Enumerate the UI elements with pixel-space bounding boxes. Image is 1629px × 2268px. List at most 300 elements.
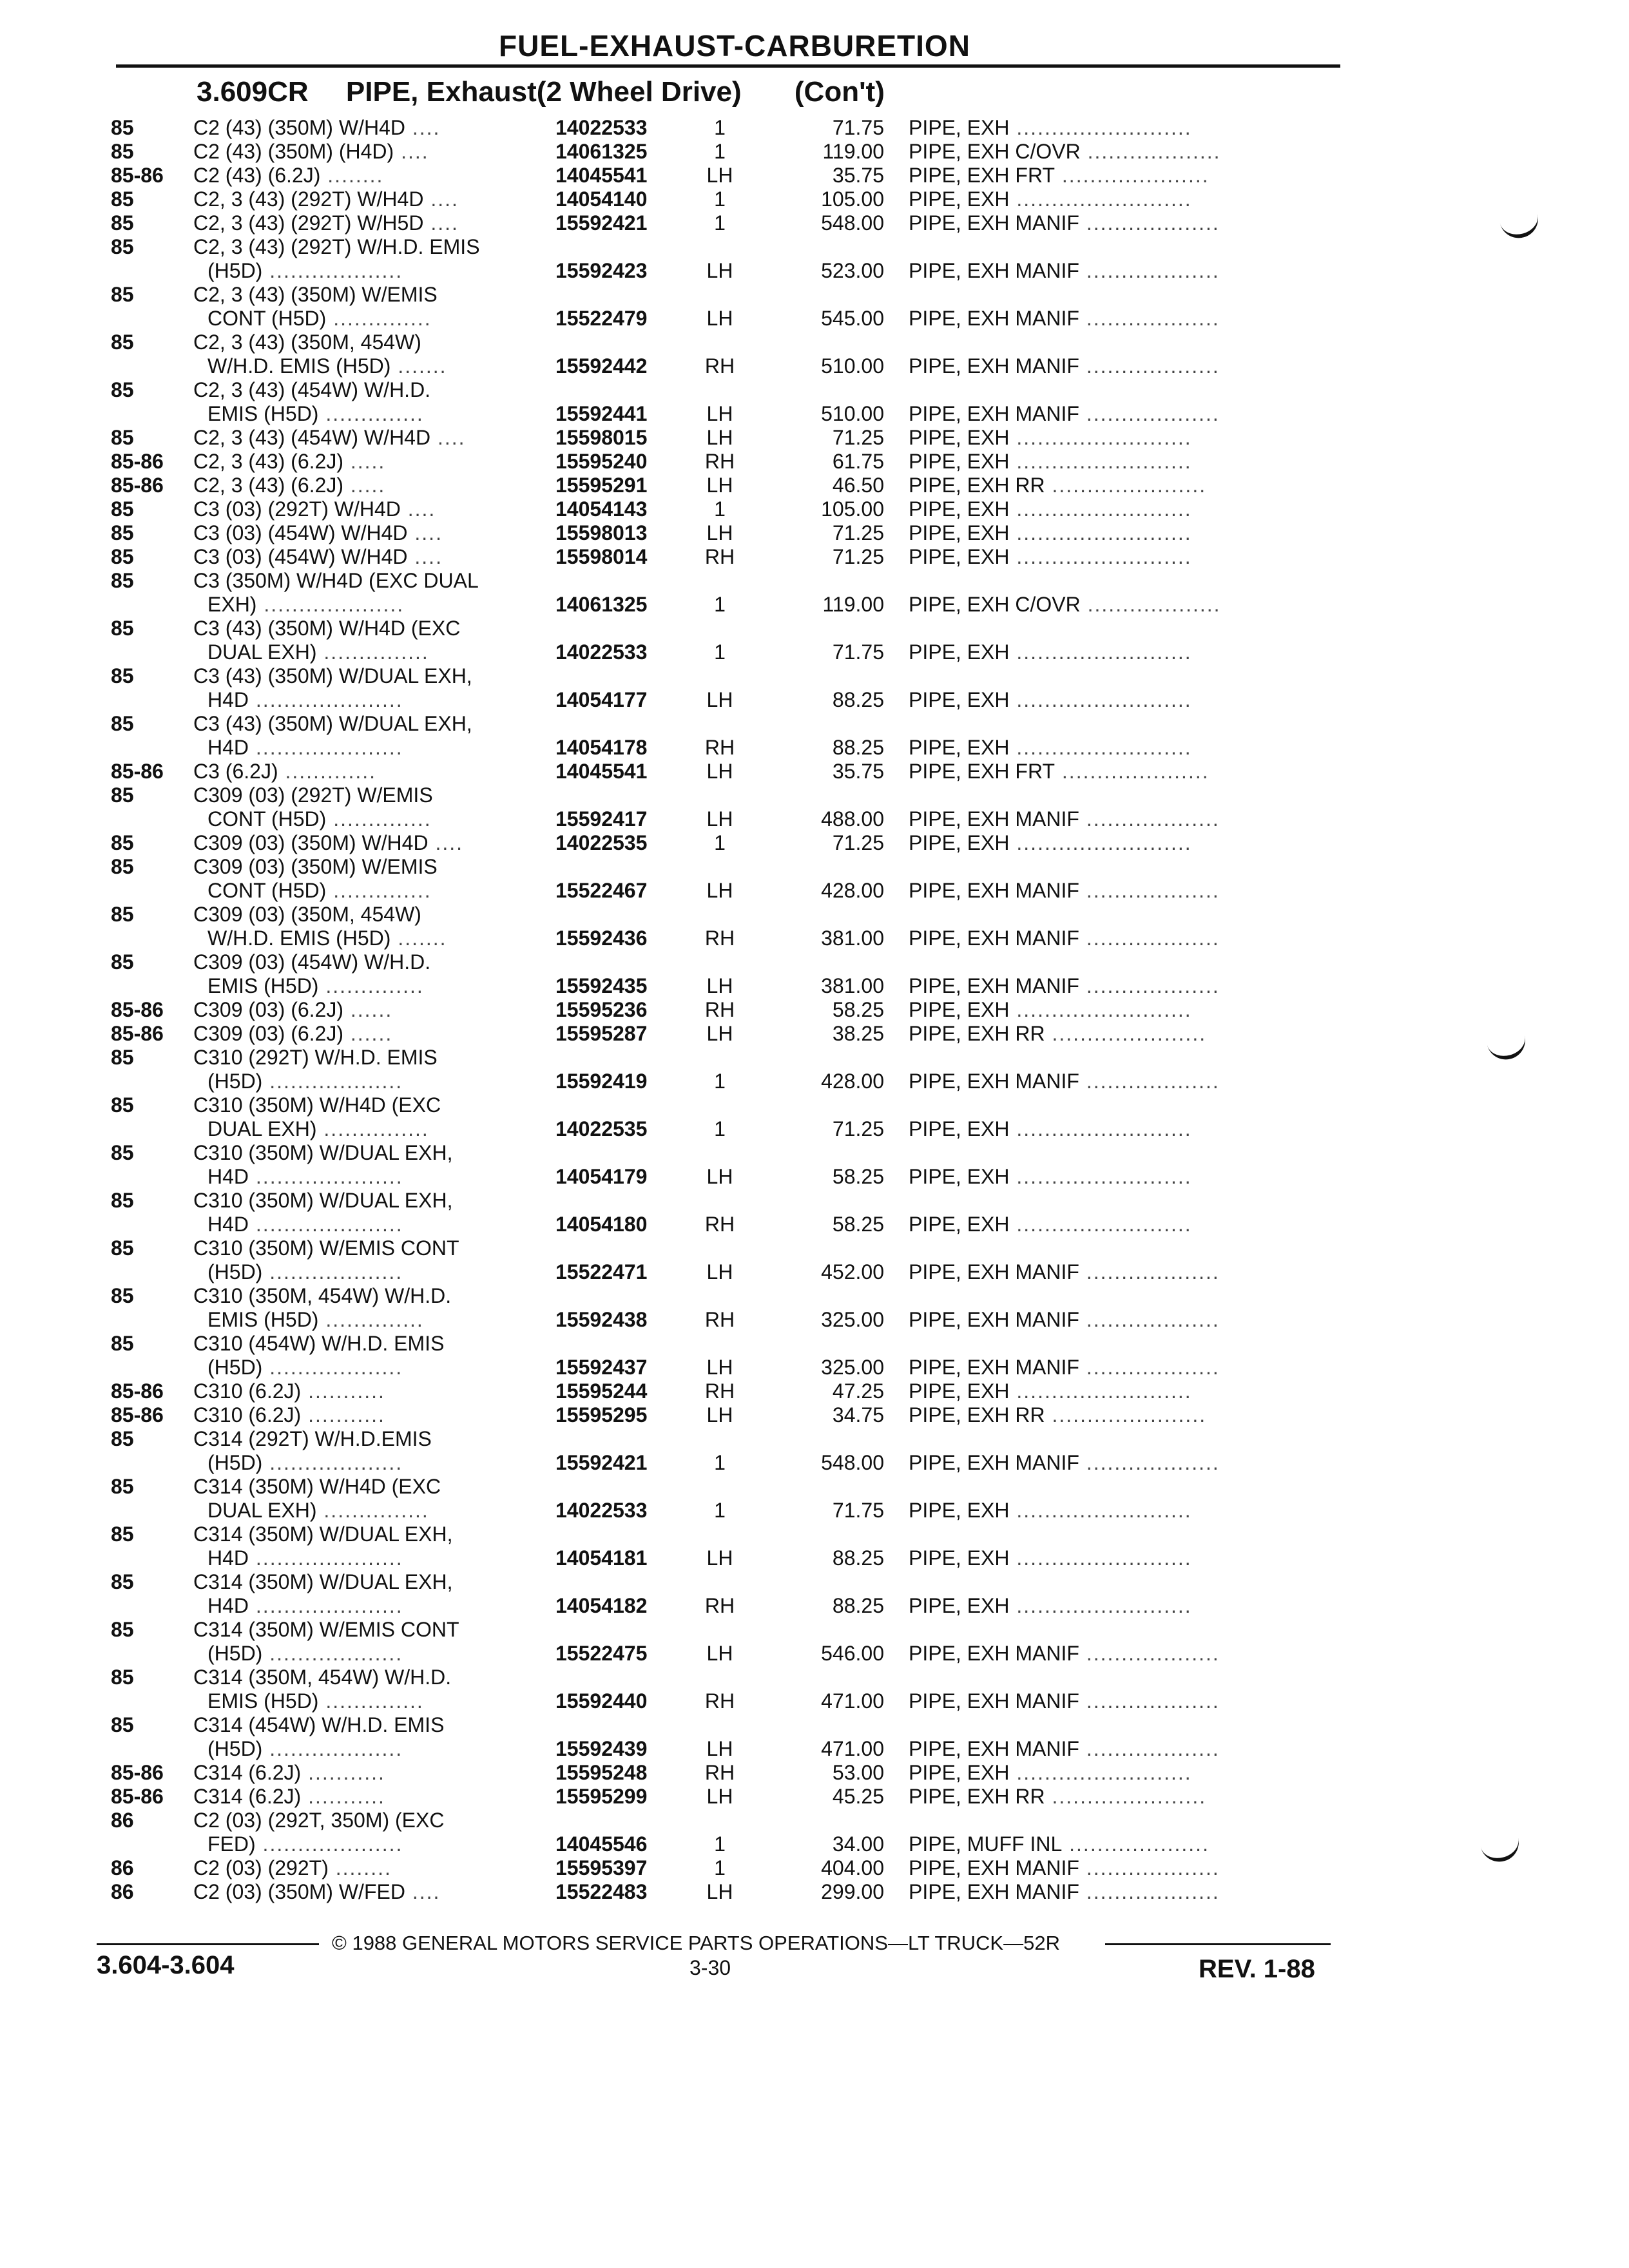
model-year: 85-86 [111, 1379, 164, 1403]
leader-dots: ................... [1079, 974, 1220, 997]
quantity: LH [706, 1785, 733, 1808]
model-year: 85-86 [111, 164, 164, 187]
section-number: 3.609CR [197, 76, 309, 108]
table-row [111, 1523, 1335, 1570]
table-row [111, 521, 1335, 545]
leader-dots: ................... [1079, 1451, 1220, 1474]
part-number: 15592417 [555, 807, 648, 831]
part-name: PIPE, EXH MANIF ................... [909, 1260, 1220, 1283]
leader-dots: ................... [262, 1642, 403, 1665]
table-row [111, 164, 1335, 187]
description-line: C3 (6.2J) ............. [193, 760, 377, 783]
part-name: PIPE, EXH ......................... [909, 640, 1192, 664]
description-line: H4D ..................... [207, 688, 403, 711]
quantity: LH [706, 1022, 733, 1045]
part-name: PIPE, EXH RR ...................... [909, 474, 1207, 497]
quantity: RH [704, 545, 735, 568]
model-year: 85 [111, 617, 134, 640]
table-row [111, 187, 1335, 211]
leader-dots: ......................... [1009, 1499, 1192, 1522]
part-number: 14054140 [555, 187, 648, 211]
price: 546.00 [821, 1642, 884, 1665]
part-name: PIPE, EXH ......................... [909, 187, 1192, 211]
leader-dots: ................... [1080, 593, 1221, 616]
description-line: C2 (43) (6.2J) ........ [193, 164, 384, 187]
leader-dots: ..... [343, 474, 386, 497]
model-year: 85 [111, 187, 134, 211]
price: 510.00 [821, 402, 884, 425]
price: 325.00 [821, 1356, 884, 1379]
part-name: PIPE, EXH ......................... [909, 116, 1192, 139]
model-year: 85 [111, 211, 134, 235]
description-line: C2, 3 (43) (6.2J) ..... [193, 474, 386, 497]
leader-dots: ................... [262, 1737, 403, 1760]
description-line: (H5D) ................... [207, 1737, 403, 1760]
table-row [111, 664, 1335, 712]
model-year: 85 [111, 1189, 134, 1212]
part-name: PIPE, EXH MANIF ................... [909, 807, 1220, 831]
leader-dots: ................... [1079, 1642, 1220, 1665]
description-line: C310 (350M) W/EMIS CONT [193, 1236, 459, 1260]
price: 38.25 [832, 1022, 884, 1045]
leader-dots: ..................... [1055, 760, 1210, 783]
leader-dots: .............. [318, 974, 424, 997]
table-row [111, 378, 1335, 426]
part-number: 15522467 [555, 879, 648, 902]
description-line: CONT (H5D) .............. [207, 879, 432, 902]
description-line: C2 (43) (350M) W/H4D .... [193, 116, 441, 139]
table-row [111, 1666, 1335, 1713]
part-number: 15592440 [555, 1689, 648, 1713]
description-line: C2, 3 (43) (292T) W/H4D .... [193, 187, 459, 211]
parts-list [111, 116, 1335, 1904]
description-line: C3 (03) (454W) W/H4D .... [193, 521, 443, 544]
description-line: C3 (43) (350M) W/DUAL EXH, [193, 664, 472, 687]
part-name: PIPE, EXH ......................... [909, 1379, 1192, 1403]
leader-dots: ................... [1079, 211, 1220, 235]
table-row [111, 211, 1335, 235]
table-row [111, 474, 1335, 497]
description-line: C314 (6.2J) ........... [193, 1761, 385, 1784]
description-line: EXH) .................... [207, 593, 405, 616]
price: 88.25 [832, 1594, 884, 1617]
model-year: 85-86 [111, 474, 164, 497]
price: 510.00 [821, 354, 884, 378]
part-number: 14045541 [555, 760, 648, 783]
quantity: RH [704, 354, 735, 378]
leader-dots: ......................... [1009, 688, 1192, 711]
quantity: RH [704, 1594, 735, 1617]
description-line: C309 (03) (454W) W/H.D. [193, 950, 431, 974]
leader-dots: ................... [1079, 1260, 1220, 1283]
part-name: PIPE, EXH ......................... [909, 998, 1192, 1021]
leader-dots: .... [423, 187, 459, 211]
price: 548.00 [821, 1451, 884, 1474]
part-name: PIPE, EXH ......................... [909, 1761, 1192, 1784]
model-year: 86 [111, 1856, 134, 1879]
description-line: C2, 3 (43) (6.2J) ..... [193, 450, 386, 473]
quantity: LH [706, 1165, 733, 1188]
part-number: 15595295 [555, 1403, 648, 1427]
part-number: 14054180 [555, 1213, 648, 1236]
quantity: 1 [714, 1856, 726, 1879]
part-number: 15592441 [555, 402, 648, 425]
leader-dots: ......................... [1009, 1165, 1192, 1188]
description-line: C310 (350M, 454W) W/H.D. [193, 1284, 452, 1307]
leader-dots: ................... [1079, 1308, 1220, 1331]
description-line: C3 (350M) W/H4D (EXC DUAL [193, 569, 479, 592]
model-year: 85 [111, 1141, 134, 1164]
quantity: LH [706, 426, 733, 449]
leader-dots: ........ [320, 164, 384, 187]
price: 119.00 [822, 140, 884, 163]
part-name: PIPE, EXH ......................... [909, 688, 1192, 711]
description-line: C2, 3 (43) (454W) W/H4D .... [193, 426, 466, 449]
table-row [111, 569, 1335, 617]
leader-dots: .................... [256, 593, 405, 616]
leader-dots: .............. [326, 807, 432, 831]
price: 325.00 [821, 1308, 884, 1331]
part-number: 14022535 [555, 1117, 648, 1140]
price: 488.00 [821, 807, 884, 831]
part-number: 15595397 [555, 1856, 648, 1879]
description-line: C309 (03) (292T) W/EMIS [193, 783, 433, 807]
part-number: 15592438 [555, 1308, 648, 1331]
table-row [111, 1403, 1335, 1427]
part-number: 14054143 [555, 497, 648, 521]
leader-dots: ......................... [1009, 1546, 1192, 1570]
leader-dots: ................... [1079, 927, 1220, 950]
table-row [111, 1236, 1335, 1284]
table-row [111, 1379, 1335, 1403]
description-line: C2, 3 (43) (454W) W/H.D. [193, 378, 431, 401]
leader-dots: ..................... [249, 1165, 403, 1188]
section-continued: (Con't) [794, 76, 885, 108]
leader-dots: ......................... [1009, 450, 1192, 473]
table-row [111, 903, 1335, 950]
part-name: PIPE, EXH MANIF ................... [909, 1356, 1220, 1379]
leader-dots: .... [407, 521, 443, 544]
table-row [111, 712, 1335, 760]
model-year: 85 [111, 1523, 134, 1546]
table-row [111, 140, 1335, 164]
part-number: 15595299 [555, 1785, 648, 1808]
model-year: 85 [111, 950, 134, 974]
quantity: 1 [714, 1832, 726, 1856]
quantity: 1 [714, 187, 726, 211]
leader-dots: ................... [1079, 879, 1220, 902]
price: 88.25 [832, 1546, 884, 1570]
leader-dots: .................... [255, 1832, 403, 1856]
price: 61.75 [832, 450, 884, 473]
table-row [111, 1856, 1335, 1880]
price: 105.00 [821, 187, 884, 211]
description-line: C314 (350M) W/H4D (EXC [193, 1475, 441, 1498]
model-year: 85 [111, 426, 134, 449]
table-row [111, 116, 1335, 140]
quantity: LH [706, 688, 733, 711]
price: 71.25 [832, 426, 884, 449]
quantity: LH [706, 402, 733, 425]
part-number: 15592423 [555, 259, 648, 282]
leader-dots: ..... [343, 450, 386, 473]
leader-dots: ......................... [1009, 831, 1192, 854]
table-row [111, 783, 1335, 831]
quantity: 1 [714, 497, 726, 521]
part-number: 15592436 [555, 927, 648, 950]
model-year: 85 [111, 831, 134, 854]
quantity: RH [704, 1308, 735, 1331]
description-line: C310 (350M) W/H4D (EXC [193, 1093, 441, 1117]
part-number: 15522475 [555, 1642, 648, 1665]
quantity: RH [704, 736, 735, 759]
description-line: EMIS (H5D) .............. [207, 1689, 424, 1713]
description-line: C314 (350M, 454W) W/H.D. [193, 1666, 452, 1689]
price: 35.75 [832, 760, 884, 783]
description-line: C309 (03) (350M) W/EMIS [193, 855, 438, 878]
description-line: C309 (03) (6.2J) ...... [193, 998, 393, 1021]
part-number: 15592437 [555, 1356, 648, 1379]
leader-dots: ........ [328, 1856, 392, 1879]
description-line: C309 (03) (6.2J) ...... [193, 1022, 393, 1045]
description-line: H4D ..................... [207, 1213, 403, 1236]
leader-dots: ..................... [249, 736, 403, 759]
description-line: C310 (350M) W/DUAL EXH, [193, 1189, 453, 1212]
description-line: EMIS (H5D) .............. [207, 1308, 424, 1331]
part-name: PIPE, EXH ......................... [909, 1546, 1192, 1570]
leader-dots: ................... [262, 1451, 403, 1474]
description-line: FED) .................... [207, 1832, 403, 1856]
leader-dots: ....... [390, 927, 447, 950]
description-line: C314 (350M) W/DUAL EXH, [193, 1570, 453, 1593]
leader-dots: .............. [318, 1689, 424, 1713]
price: 548.00 [821, 211, 884, 235]
part-number: 14022533 [555, 1499, 648, 1522]
quantity: LH [706, 1880, 733, 1903]
quantity: LH [706, 807, 733, 831]
table-row [111, 855, 1335, 903]
part-name: PIPE, EXH ......................... [909, 736, 1192, 759]
part-number: 15595240 [555, 450, 648, 473]
description-line: C3 (43) (350M) W/DUAL EXH, [193, 712, 472, 735]
description-line: C2, 3 (43) (350M, 454W) [193, 331, 421, 354]
table-row [111, 545, 1335, 569]
part-name: PIPE, EXH MANIF ................... [909, 1642, 1220, 1665]
price: 45.25 [832, 1785, 884, 1808]
section-title: PIPE, Exhaust(2 Wheel Drive) [345, 76, 742, 108]
table-row [111, 1785, 1335, 1809]
price: 71.75 [832, 1499, 884, 1522]
leader-dots: .... [400, 497, 436, 521]
leader-dots: ....... [390, 354, 447, 378]
leader-dots: ................... [1079, 1856, 1220, 1879]
part-name: PIPE, EXH MANIF ................... [909, 307, 1220, 330]
leader-dots: ...... [343, 998, 393, 1021]
part-number: 14045546 [555, 1832, 648, 1856]
part-name: PIPE, EXH RR ...................... [909, 1403, 1207, 1427]
leader-dots: ...................... [1045, 1022, 1207, 1045]
leader-dots: .... [430, 426, 466, 449]
model-year: 85-86 [111, 998, 164, 1021]
table-row [111, 1427, 1335, 1475]
part-number: 15592419 [555, 1070, 648, 1093]
table-row [111, 831, 1335, 855]
part-name: PIPE, EXH ......................... [909, 1117, 1192, 1140]
part-name: PIPE, EXH ......................... [909, 1594, 1192, 1617]
leader-dots: .... [423, 211, 459, 235]
leader-dots: .............. [326, 879, 432, 902]
model-year: 85 [111, 1427, 134, 1450]
price: 35.75 [832, 164, 884, 187]
part-number: 14054179 [555, 1165, 648, 1188]
part-name: PIPE, EXH MANIF ................... [909, 354, 1220, 378]
price: 428.00 [821, 879, 884, 902]
description-line: (H5D) ................... [207, 1356, 403, 1379]
quantity: 1 [714, 116, 726, 139]
part-number: 14045541 [555, 164, 648, 187]
quantity: RH [704, 998, 735, 1021]
leader-dots: ................... [1079, 1070, 1220, 1093]
leader-dots: ...... [343, 1022, 393, 1045]
leader-dots: ................... [262, 1356, 403, 1379]
model-year: 85 [111, 140, 134, 163]
quantity: LH [706, 521, 733, 544]
price: 71.25 [832, 521, 884, 544]
model-year: 85 [111, 1570, 134, 1593]
description-line: C310 (350M) W/DUAL EXH, [193, 1141, 453, 1164]
footer-rule-left [97, 1943, 319, 1945]
leader-dots: .... [405, 116, 441, 139]
table-row [111, 1475, 1335, 1523]
section-heading [197, 76, 885, 108]
description-line: DUAL EXH) ............... [207, 1499, 429, 1522]
leader-dots: ........... [301, 1785, 385, 1808]
table-row [111, 1880, 1335, 1904]
description-line: W/H.D. EMIS (H5D) ....... [207, 927, 447, 950]
description-line: H4D ..................... [207, 1546, 403, 1570]
table-row [111, 235, 1335, 283]
table-row [111, 426, 1335, 450]
price: 71.25 [832, 1117, 884, 1140]
model-year: 85 [111, 116, 134, 139]
description-line: C310 (292T) W/H.D. EMIS [193, 1046, 438, 1069]
part-number: 14054178 [555, 736, 648, 759]
description-line: H4D ..................... [207, 736, 403, 759]
table-row [111, 1570, 1335, 1618]
part-name: PIPE, EXH ......................... [909, 545, 1192, 568]
table-row [111, 450, 1335, 474]
table-row [111, 1046, 1335, 1093]
page-header-title: FUEL-EXHAUST-CARBURETION [499, 29, 970, 62]
part-number: 14061325 [555, 593, 648, 616]
model-year: 85 [111, 1332, 134, 1355]
leader-dots: ......................... [1009, 116, 1192, 139]
price: 71.75 [832, 640, 884, 664]
description-line: C2 (03) (350M) W/FED .... [193, 1880, 441, 1903]
leader-dots: .... [428, 831, 463, 854]
part-name: PIPE, EXH MANIF ................... [909, 1856, 1220, 1879]
leader-dots: ..................... [249, 1594, 403, 1617]
part-name: PIPE, EXH RR ...................... [909, 1785, 1207, 1808]
quantity: LH [706, 164, 733, 187]
table-row [111, 1332, 1335, 1379]
part-number: 14061325 [555, 140, 648, 163]
price: 58.25 [832, 1165, 884, 1188]
leader-dots: ..................... [1055, 164, 1210, 187]
description-line: W/H.D. EMIS (H5D) ....... [207, 354, 447, 378]
part-name: PIPE, EXH ......................... [909, 1499, 1192, 1522]
part-name: PIPE, EXH MANIF ................... [909, 879, 1220, 902]
header-rule [116, 64, 1340, 68]
table-row [111, 1189, 1335, 1236]
description-line: (H5D) ................... [207, 259, 403, 282]
leader-dots: ................... [1079, 259, 1220, 282]
part-name: PIPE, EXH MANIF ................... [909, 1070, 1220, 1093]
price: 58.25 [832, 1213, 884, 1236]
part-number: 14022533 [555, 640, 648, 664]
model-year: 85 [111, 521, 134, 544]
check-mark [1480, 1835, 1523, 1866]
quantity: LH [706, 1260, 733, 1283]
model-year: 85 [111, 283, 134, 306]
leader-dots: ......................... [1009, 1213, 1192, 1236]
description-line: (H5D) ................... [207, 1642, 403, 1665]
quantity: 1 [714, 1451, 726, 1474]
quantity: LH [706, 474, 733, 497]
price: 71.25 [832, 545, 884, 568]
price: 71.75 [832, 116, 884, 139]
leader-dots: ............. [278, 760, 377, 783]
table-row [111, 497, 1335, 521]
part-name: PIPE, EXH MANIF ................... [909, 927, 1220, 950]
part-name: PIPE, EXH ......................... [909, 1213, 1192, 1236]
description-line: DUAL EXH) ............... [207, 640, 429, 664]
quantity: 1 [714, 140, 726, 163]
description-line: C2 (03) (292T) ........ [193, 1856, 392, 1879]
part-name: PIPE, EXH MANIF ................... [909, 974, 1220, 997]
price: 428.00 [821, 1070, 884, 1093]
leader-dots: .... [394, 140, 429, 163]
part-number: 15592435 [555, 974, 648, 997]
leader-dots: .............. [326, 307, 432, 330]
model-year: 85 [111, 235, 134, 258]
leader-dots: ......................... [1009, 1379, 1192, 1403]
description-line: C310 (6.2J) ........... [193, 1379, 385, 1403]
model-year: 85 [111, 712, 134, 735]
description-line: C314 (350M) W/EMIS CONT [193, 1618, 459, 1641]
leader-dots: ..................... [249, 1213, 403, 1236]
model-year: 85 [111, 1284, 134, 1307]
leader-dots: ................... [1079, 307, 1220, 330]
model-year: 85-86 [111, 760, 164, 783]
part-number: 15595236 [555, 998, 648, 1021]
leader-dots: ...................... [1045, 1785, 1207, 1808]
check-mark [1499, 211, 1542, 242]
description-line: C2 (03) (292T, 350M) (EXC [193, 1809, 445, 1832]
quantity: LH [706, 1642, 733, 1665]
quantity: LH [706, 1737, 733, 1760]
leader-dots: ...................... [1045, 474, 1207, 497]
part-number: 15598014 [555, 545, 648, 568]
footer-copyright: © 1988 GENERAL MOTORS SERVICE PARTS OPERATIONS—LT TRUCK—52R [332, 1932, 1060, 1954]
description-line: (H5D) ................... [207, 1070, 403, 1093]
leader-dots: ......................... [1009, 426, 1192, 449]
quantity: LH [706, 1356, 733, 1379]
price: 299.00 [821, 1880, 884, 1903]
quantity: LH [706, 259, 733, 282]
price: 88.25 [832, 688, 884, 711]
description-line: C2, 3 (43) (292T) W/H5D .... [193, 211, 459, 235]
